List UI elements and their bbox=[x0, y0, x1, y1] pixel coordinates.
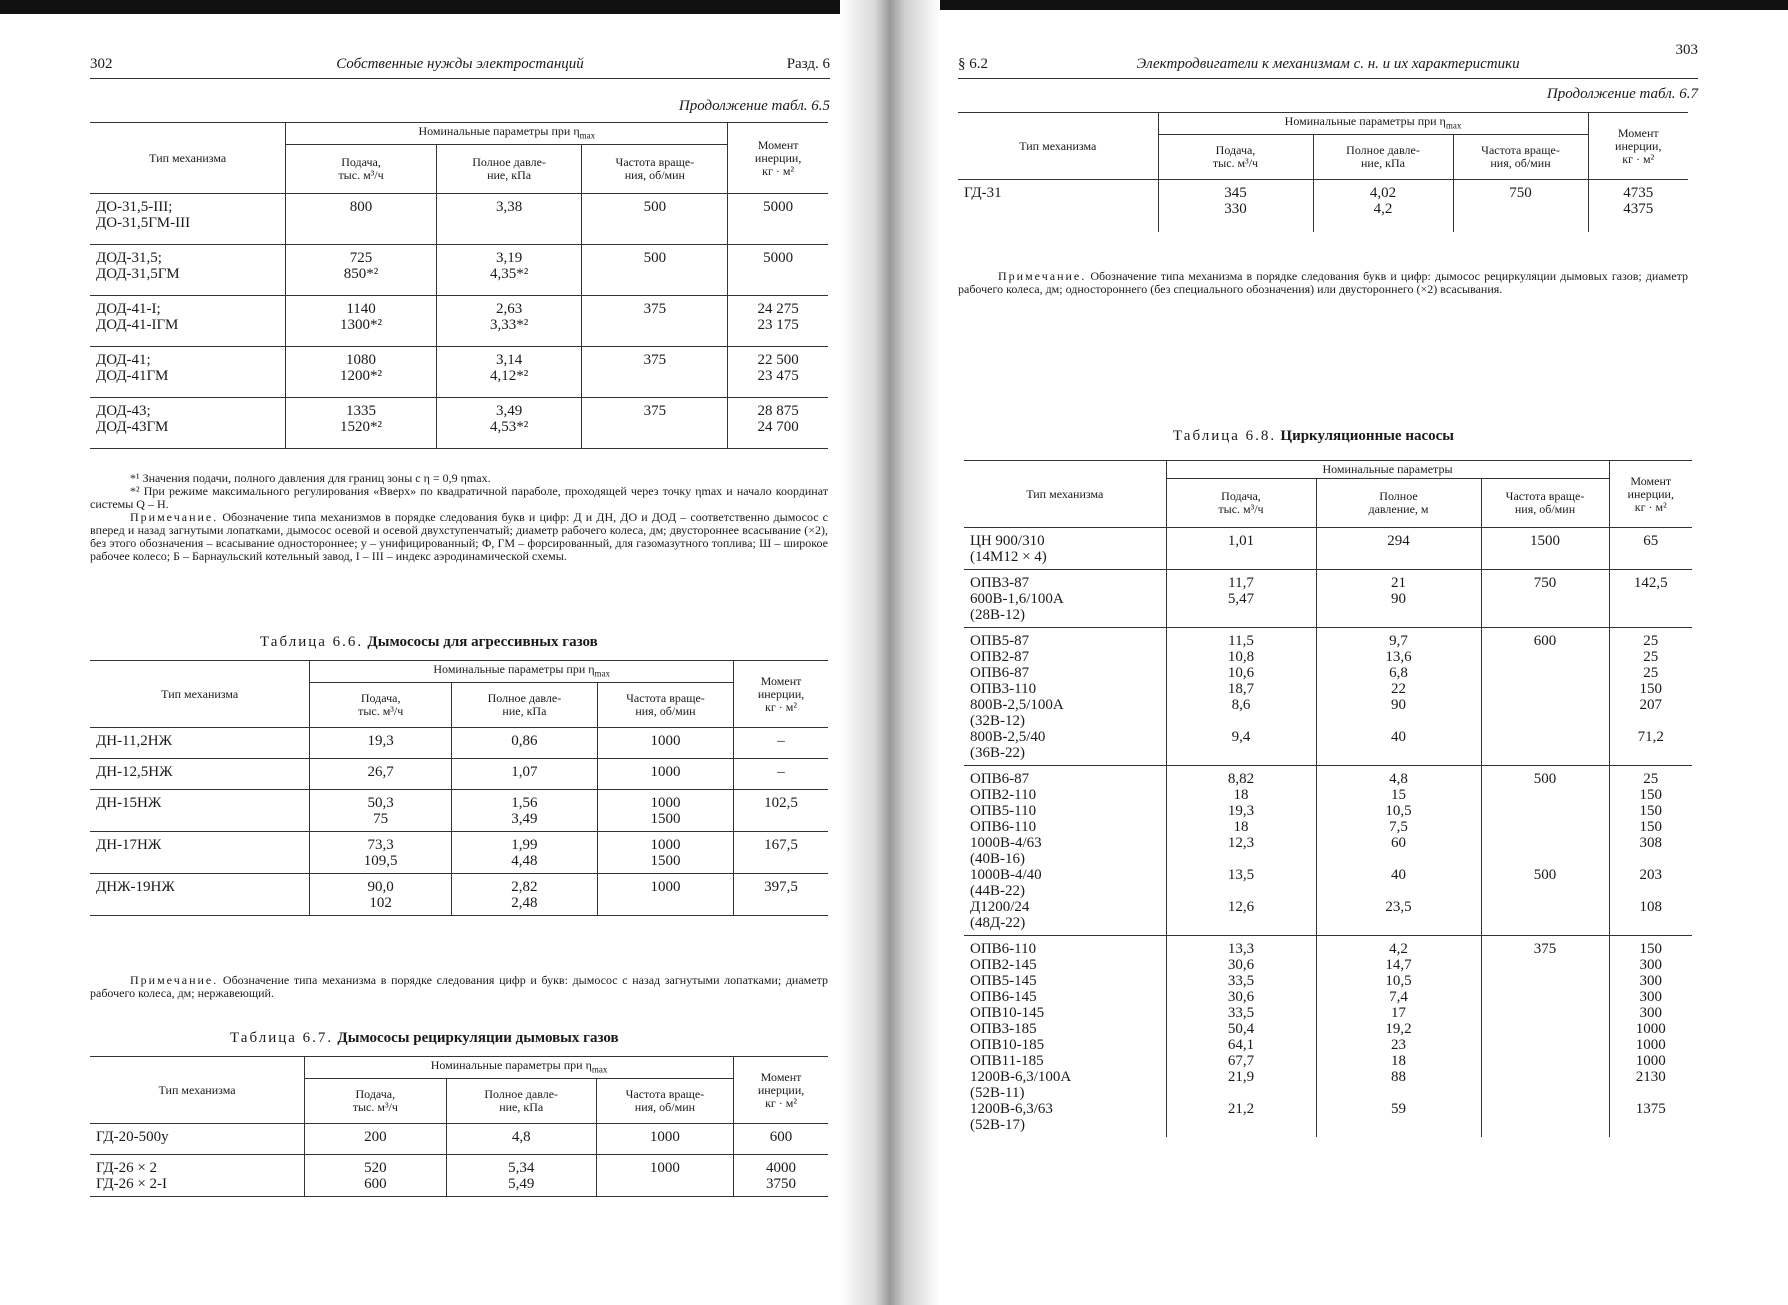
table-row bbox=[958, 180, 1688, 233]
cell-moment: 24 275 23 175 bbox=[728, 296, 828, 347]
header-moment: Момент инерции, кг · м² bbox=[728, 123, 828, 194]
table-6-5-footnotes bbox=[90, 472, 828, 563]
cell-moment: 25 150 150 150 308 203 108 bbox=[1609, 766, 1692, 936]
cell-pressure: 1,99 4,48 bbox=[451, 832, 597, 874]
cell-speed: 600 bbox=[1481, 628, 1609, 766]
page-number: 303 bbox=[1675, 42, 1698, 58]
footnote-2: *² При режиме максимального регулирования «Вверх» по квадратичной параболе, проходящей через точку ηmax и начало координат системы Q – H. bbox=[90, 484, 828, 511]
table-6-6 bbox=[90, 660, 828, 916]
cell-speed: 1000 1500 bbox=[597, 790, 733, 832]
left-page bbox=[90, 0, 830, 1305]
cell-name: ОПВ6-87 ОПВ2-110 ОПВ5-110 ОПВ6-110 1000В-4/63 (40В-16) 1000В-4/40 (44В-22) Д1200/24 (48Д-22) bbox=[964, 766, 1166, 936]
page-number: 302 bbox=[90, 56, 113, 72]
cell-moment: 600 bbox=[734, 1124, 828, 1155]
cell-pressure: 294 bbox=[1316, 528, 1481, 570]
header-supply: Подача, тыс. м³/ч bbox=[310, 683, 452, 728]
cell-supply: 8,82 18 19,3 18 12,3 13,5 12,6 bbox=[1166, 766, 1316, 936]
cell-speed: 1000 bbox=[597, 759, 733, 790]
cell-supply: 1,01 bbox=[1166, 528, 1316, 570]
header-pressure: Полное давле- ние, кПа bbox=[436, 145, 582, 194]
cell-speed: 375 bbox=[1481, 936, 1609, 1138]
cell-pressure: 1,07 bbox=[451, 759, 597, 790]
cell-supply: 26,7 bbox=[310, 759, 452, 790]
table-row bbox=[90, 1124, 828, 1155]
cell-name: ДН-17НЖ bbox=[90, 832, 310, 874]
header-speed: Частота враще- ния, об/мин bbox=[582, 145, 728, 194]
cell-supply: 725 850*² bbox=[286, 245, 436, 296]
cell-speed: 500 bbox=[582, 194, 728, 245]
header-nominal: Номинальные параметры при $\eta_{max}$ bbox=[305, 1057, 734, 1079]
header-pressure: Полное давление, м bbox=[1316, 479, 1481, 528]
cell-moment: 4735 4375 bbox=[1588, 180, 1688, 233]
cell-name: ДН-15НЖ bbox=[90, 790, 310, 832]
header-type: Тип механизма bbox=[90, 123, 286, 194]
cell-pressure: 2,63 3,33*² bbox=[436, 296, 582, 347]
cell-pressure: 0,86 bbox=[451, 728, 597, 759]
cell-pressure: 4,8 15 10,5 7,5 60 40 23,5 bbox=[1316, 766, 1481, 936]
cell-name: ДН-12,5НЖ bbox=[90, 759, 310, 790]
running-title: Собственные нужды электростанций bbox=[336, 56, 584, 72]
cell-name: ГД-26 × 2 ГД-26 × 2-I bbox=[90, 1155, 305, 1197]
table-6-7-caption: Таблица 6.7. Дымососы рециркуляции дымовых газов bbox=[230, 1030, 619, 1046]
cell-moment: 28 875 24 700 bbox=[728, 398, 828, 449]
cell-moment: 167,5 bbox=[734, 832, 828, 874]
cell-supply: 11,5 10,8 10,6 18,7 8,6 9,4 bbox=[1166, 628, 1316, 766]
right-page-header bbox=[958, 42, 1698, 79]
header-speed: Частота враще- ния, об/мин bbox=[1481, 479, 1609, 528]
header-speed: Частота враще- ния, об/мин bbox=[1453, 135, 1588, 180]
cell-speed: 750 bbox=[1453, 180, 1588, 233]
table-continuation-label: Продолжение табл. 6.7 bbox=[1546, 86, 1698, 102]
footnote-1: *¹ Значения подачи, полного давления для границ зоны с η = 0,9 ηmax. bbox=[130, 471, 491, 485]
table-row bbox=[964, 936, 1692, 1138]
header-supply: Подача, тыс. м³/ч bbox=[1166, 479, 1316, 528]
table-row bbox=[90, 194, 828, 245]
table-6-8-caption: Таблица 6.8. Циркуляционные насосы bbox=[1173, 428, 1455, 444]
cell-moment: 397,5 bbox=[734, 874, 828, 916]
table-6-6-caption: Таблица 6.6. Дымососы для агрессивных газов bbox=[260, 634, 598, 650]
cell-moment: – bbox=[734, 728, 828, 759]
cell-supply: 50,3 75 bbox=[310, 790, 452, 832]
table-6-7 bbox=[90, 1056, 828, 1197]
cell-moment: 5000 bbox=[728, 245, 828, 296]
cell-pressure: 3,14 4,12*² bbox=[436, 347, 582, 398]
table-continuation-label: Продолжение табл. 6.5 bbox=[678, 98, 830, 114]
header-nominal: Номинальные параметры при $\eta_{max}$ bbox=[310, 661, 734, 683]
cell-pressure: 5,34 5,49 bbox=[446, 1155, 596, 1197]
table-row bbox=[90, 874, 828, 916]
cell-speed: 375 bbox=[582, 296, 728, 347]
header-type: Тип механизма bbox=[90, 1057, 305, 1124]
cell-moment: 65 bbox=[1609, 528, 1692, 570]
cell-name: ОПВ3-87 600В-1,6/100А (28В-12) bbox=[964, 570, 1166, 628]
table-row bbox=[90, 347, 828, 398]
header-supply: Подача, тыс. м³/ч bbox=[305, 1079, 447, 1124]
header-pressure: Полное давле- ние, кПа bbox=[451, 683, 597, 728]
cell-moment: 5000 bbox=[728, 194, 828, 245]
table-row bbox=[90, 832, 828, 874]
cell-pressure: 21 90 bbox=[1316, 570, 1481, 628]
cell-speed: 375 bbox=[582, 347, 728, 398]
cell-moment: 25 25 25 150 207 71,2 bbox=[1609, 628, 1692, 766]
left-page-header bbox=[90, 54, 830, 79]
header-nominal: Номинальные параметры при $\eta_{max}$ bbox=[286, 123, 728, 145]
cell-pressure: 3,19 4,35*² bbox=[436, 245, 582, 296]
cell-supply: 90,0 102 bbox=[310, 874, 452, 916]
table-row bbox=[90, 245, 828, 296]
table-6-8 bbox=[964, 460, 1692, 1137]
cell-name: ОПВ5-87 ОПВ2-87 ОПВ6-87 ОПВ3-110 800В-2,5/100А (32В-12) 800В-2,5/40 (36В-22) bbox=[964, 628, 1166, 766]
cell-name: ДОД-41-I; ДОД-41-IГМ bbox=[90, 296, 286, 347]
right-page bbox=[958, 0, 1698, 1305]
cell-pressure: 3,49 4,53*² bbox=[436, 398, 582, 449]
table-row bbox=[964, 628, 1692, 766]
cell-speed: 375 bbox=[582, 398, 728, 449]
table-6-5 bbox=[90, 122, 828, 449]
table-6-7-note: Примечание. Обозначение типа механизма в порядке следования букв и цифр: дымосос рециркуляции дымовых газов; диаметр рабочего колеса, дм; одностороннего (без специального обозначения) или двустороннего (×2) всасывания. bbox=[958, 269, 1688, 296]
book-gutter bbox=[840, 0, 940, 1305]
cell-pressure: 9,7 13,6 6,8 22 90 40 bbox=[1316, 628, 1481, 766]
cell-supply: 11,7 5,47 bbox=[1166, 570, 1316, 628]
header-moment: Момент инерции, кг · м² bbox=[1609, 461, 1692, 528]
cell-speed: 750 bbox=[1481, 570, 1609, 628]
header-pressure: Полное давле- ние, кПа bbox=[1313, 135, 1453, 180]
cell-speed: 1000 bbox=[596, 1124, 733, 1155]
cell-speed: 500 500 bbox=[1481, 766, 1609, 936]
cell-name: ЦН 900/310 (14М12 × 4) bbox=[964, 528, 1166, 570]
cell-supply: 200 bbox=[305, 1124, 447, 1155]
table-row bbox=[90, 398, 828, 449]
cell-speed: 1000 bbox=[597, 874, 733, 916]
cell-moment: 102,5 bbox=[734, 790, 828, 832]
cell-moment: 4000 3750 bbox=[734, 1155, 828, 1197]
table-row bbox=[964, 766, 1692, 936]
cell-pressure: 3,38 bbox=[436, 194, 582, 245]
cell-pressure: 1,56 3,49 bbox=[451, 790, 597, 832]
cell-supply: 1140 1300*² bbox=[286, 296, 436, 347]
header-type: Тип механизма bbox=[964, 461, 1166, 528]
table-row bbox=[90, 296, 828, 347]
cell-speed: 500 bbox=[582, 245, 728, 296]
cell-supply: 1080 1200*² bbox=[286, 347, 436, 398]
table-6-7-continued bbox=[958, 112, 1688, 232]
cell-moment: 22 500 23 475 bbox=[728, 347, 828, 398]
header-type: Тип механизма bbox=[90, 661, 310, 728]
cell-name: ОПВ6-110 ОПВ2-145 ОПВ5-145 ОПВ6-145 ОПВ10-145 ОПВ3-185 ОПВ10-185 ОПВ11-185 1200В-6,3/100А (52В-11) 1200В-6,3/63 (52В-17) bbox=[970, 941, 1072, 1133]
cell-pressure: 4,2 14,7 10,5 7,4 17 19,2 23 18 88 59 bbox=[1316, 936, 1481, 1138]
cell-name: ДО-31,5-III; ДО-31,5ГМ-III bbox=[90, 194, 286, 245]
table-row bbox=[90, 728, 828, 759]
header-moment: Момент инерции, кг · м² bbox=[734, 661, 828, 728]
cell-pressure: 4,02 4,2 bbox=[1313, 180, 1453, 233]
cell-name: ДОД-43; ДОД-43ГМ bbox=[90, 398, 286, 449]
table-row bbox=[90, 1155, 828, 1197]
cell-supply: 13,3 30,6 33,5 30,6 33,5 50,4 64,1 67,7 21,9 21,2 bbox=[1166, 936, 1316, 1138]
cell-supply: 345 330 bbox=[1158, 180, 1313, 233]
cell-name: ДОД-41; ДОД-41ГМ bbox=[90, 347, 286, 398]
cell-pressure: 2,82 2,48 bbox=[451, 874, 597, 916]
section-label: Разд. 6 bbox=[786, 56, 830, 72]
cell-speed: 1000 bbox=[596, 1155, 733, 1197]
cell-speed: 1000 1500 bbox=[597, 832, 733, 874]
cell-moment: 150 300 300 300 300 1000 1000 1000 2130 1375 bbox=[1609, 936, 1692, 1138]
cell-supply: 520 600 bbox=[305, 1155, 447, 1197]
header-nominal: Номинальные параметры при $\eta_{max}$ bbox=[1158, 113, 1588, 135]
header-pressure: Полное давле- ние, кПа bbox=[446, 1079, 596, 1124]
cell-moment: 142,5 bbox=[1609, 570, 1692, 628]
cell-supply: 73,3 109,5 bbox=[310, 832, 452, 874]
cell-name: ДНЖ-19НЖ bbox=[90, 874, 310, 916]
header-speed: Частота враще- ния, об/мин bbox=[597, 683, 733, 728]
cell-name: ДОД-31,5; ДОД-31,5ГМ bbox=[90, 245, 286, 296]
header-nominal: Номинальные параметры bbox=[1166, 461, 1609, 479]
table-6-5-note: Примечание. Обозначение типа механизмов в порядке следования букв и цифр: Д и ДН, ДО и ДОД – соответственно дымосос с вперед и назад загнутыми лопатками, дымосос осевой и осевой двухступенчатый; диаметр рабочего колеса, дм; двустороннее всасывание (×2), без этого обозначения – всасывание одностороннее; у – унифицированный; Ф, ГМ – форсированный, для газомазутного топлива; Ш – широкое рабочее колесо; Б – Барнаульский котельный завод, I – III – индекс аэродинамической схемы. bbox=[90, 510, 828, 563]
table-row bbox=[964, 528, 1692, 570]
cell-speed: 1000 bbox=[597, 728, 733, 759]
cell-name: ДН-11,2НЖ bbox=[90, 728, 310, 759]
cell-speed: 1500 bbox=[1481, 528, 1609, 570]
header-supply: Подача, тыс. м³/ч bbox=[1158, 135, 1313, 180]
cell-pressure: 4,8 bbox=[446, 1124, 596, 1155]
table-row bbox=[964, 570, 1692, 628]
section-label: § 6.2 bbox=[958, 56, 988, 72]
cell-supply: 19,3 bbox=[310, 728, 452, 759]
header-moment: Момент инерции, кг · м² bbox=[1588, 113, 1688, 180]
header-type: Тип механизма bbox=[958, 113, 1158, 180]
cell-moment: – bbox=[734, 759, 828, 790]
table-row bbox=[90, 759, 828, 790]
cell-name: ГД-20-500у bbox=[90, 1124, 305, 1155]
header-moment: Момент инерции, кг · м² bbox=[734, 1057, 828, 1124]
table-row bbox=[90, 790, 828, 832]
header-supply: Подача, тыс. м³/ч bbox=[286, 145, 436, 194]
cell-supply: 800 bbox=[286, 194, 436, 245]
header-speed: Частота враще- ния, об/мин bbox=[596, 1079, 733, 1124]
table-6-6-note: Примечание. Обозначение типа механизма в порядке следования цифр и букв: дымосос с назад загнутыми лопатками; диаметр рабочего колеса, дм; нержавеющий. bbox=[90, 973, 828, 1000]
running-title: Электродвигатели к механизмам с. н. и их характеристики bbox=[1136, 56, 1520, 72]
cell-supply: 1335 1520*² bbox=[286, 398, 436, 449]
cell-name: ГД-31 bbox=[964, 185, 1002, 202]
